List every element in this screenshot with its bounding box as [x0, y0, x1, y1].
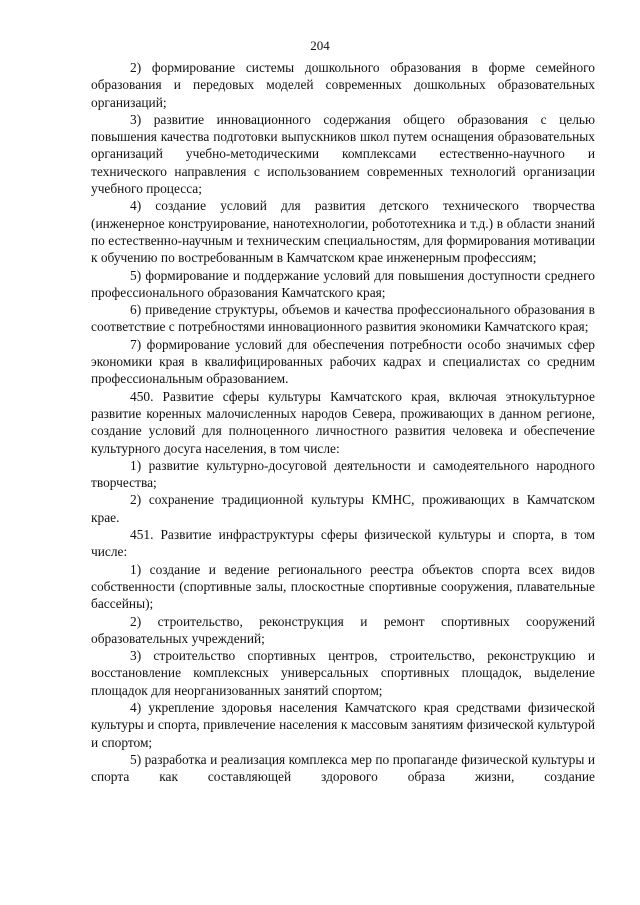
paragraph: 5) формирование и поддержание условий для повышения доступности среднего профессионального образования Камчатского края; — [91, 267, 595, 300]
paragraph: 3) развитие инновационного содержания общего образования с целью повышения качества подготовки выпускников школ путем оснащения образовательных организаций учебно-методическими комплексами естественно-научного и технического направления с использованием современных технологий организации учебного процесса; — [91, 111, 595, 197]
paragraph: 1) развитие культурно-досуговой деятельности и самодеятельного народного творчества; — [91, 457, 595, 491]
paragraph: 450. Развитие сферы культуры Камчатского края, включая этнокультурное развитие коренных малочисленных народов Севера, проживающих в данном регионе, создание условий для полноценного личностного развития человека и обеспечение культурного досуга населения, в том числе: — [91, 388, 595, 456]
paragraph: 2) строительство, реконструкция и ремонт спортивных сооружений образовательных учреждений; — [91, 613, 595, 646]
paragraph: 6) приведение структуры, объемов и качества профессионального образования в соответствие с потребностями инновационного развития экономики Камчатского края; — [91, 302, 595, 335]
paragraph: 2) формирование системы дошкольного образования в форме семейного образования и передовых моделей современных дошкольных образовательных организаций; — [91, 60, 595, 110]
paragraph: 2) сохранение традиционной культуры КМНС, проживающих в Камчатском крае. — [91, 492, 595, 525]
paragraph: 3) строительство спортивных центров, строительство, реконструкцию и восстановление комплексных универсальных спортивных площадок, выделение площадок для неорганизованных занятий спортом; — [91, 648, 595, 698]
paragraph: 451. Развитие инфраструктуры сферы физической культуры и спорта, в том числе: — [91, 527, 595, 560]
paragraph: 1) создание и ведение регионального реестра объектов спорта всех видов собственности (спортивные залы, плоскостные спортивные сооружения, плавательные бассейны); — [91, 561, 595, 612]
paragraph: 4) укрепление здоровья населения Камчатского края средствами физической культуры и спорта, привлечение населения к массовым занятиям физической культурой и спортом; — [91, 699, 595, 750]
paragraph: 5) разработка и реализация комплекса мер по пропаганде физической культуры и спорта как составляющей здорового образа жизни, создание — [91, 751, 595, 785]
paragraph: 7) формирование условий для обеспечения потребности особо значимых сфер экономики края в квалифицированных рабочих кадрах и специалистах со средним профессиональным образованием. — [91, 336, 595, 387]
paragraph: 4) создание условий для развития детского технического творчества (инженерное конструирование, нанотехнологии, робототехника и т.д.) в области знаний по естественно-научным и техническим специальностям, для формирования мотивации к обучению по востребованным в Камчатском крае инженерным профессиям; — [91, 198, 595, 266]
page-number: 204 — [310, 38, 330, 53]
document-body — [91, 59, 595, 785]
